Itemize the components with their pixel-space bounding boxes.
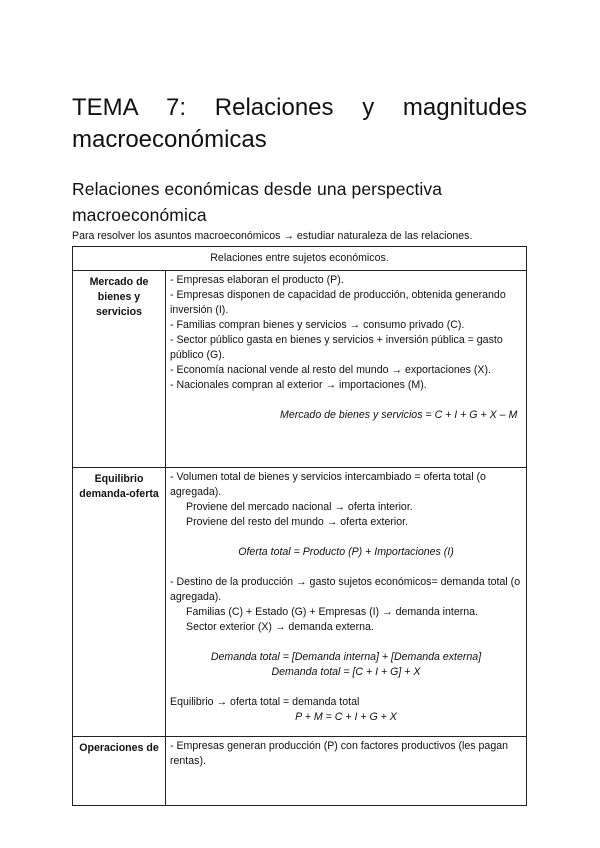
row-label: Operaciones de xyxy=(73,737,166,806)
relations-table xyxy=(72,246,527,806)
list-item: Familias (C) + Estado (G) + Empresas (I) → demanda interna. xyxy=(186,606,479,618)
list-item: - Empresas generan producción (P) con factores productivos (les pagan rentas). xyxy=(170,740,508,767)
formula: Mercado de bienes y servicios = C + I + G + X – M xyxy=(280,409,518,421)
intro-text: Para resolver los asuntos macroeconómicos → estudiar naturaleza de las relaciones. xyxy=(72,230,473,242)
table-row xyxy=(73,468,527,737)
list-item: Sector exterior (X) → demanda externa. xyxy=(186,621,374,633)
table-caption: Relaciones entre sujetos económicos. xyxy=(73,247,527,271)
list-item: - Empresas elaboran el producto (P). xyxy=(170,274,344,286)
section-title: Relaciones económicas desde una perspectiva macroeconómica xyxy=(72,179,443,225)
formula: Demanda total = [C + I + G] + X xyxy=(271,666,421,678)
row-content xyxy=(166,468,527,737)
row-label: Equilibrio demanda-oferta xyxy=(73,468,166,737)
list-item: - Sector público gasta en bienes y servicios + inversión pública = gasto público (G). xyxy=(170,334,503,361)
paragraph: Equilibrio → oferta total = demanda total xyxy=(170,696,360,708)
table-row xyxy=(73,271,527,468)
formula: Oferta total = Producto (P) + Importaciones (I) xyxy=(238,546,454,558)
list-item: - Familias compran bienes y servicios → consumo privado (C). xyxy=(170,319,465,331)
list-item: - Economía nacional vende al resto del mundo → exportaciones (X). xyxy=(170,364,491,376)
paragraph: - Destino de la producción → gasto sujetos económicos= demanda total (o agregada). xyxy=(170,576,521,603)
row-content xyxy=(166,737,527,806)
table-row xyxy=(73,737,527,806)
page-title: TEMA 7: Relaciones y magnitudes macroeconómicas xyxy=(72,94,527,153)
paragraph: - Volumen total de bienes y servicios intercambiado = oferta total (o agregada). xyxy=(170,471,486,498)
list-item: - Nacionales compran al exterior → importaciones (M). xyxy=(170,379,427,391)
formula: P + M = C + I + G + X xyxy=(295,711,397,723)
list-item: Proviene del resto del mundo → oferta exterior. xyxy=(186,516,408,528)
list-item: Proviene del mercado nacional → oferta interior. xyxy=(186,501,413,513)
row-label: Mercado de bienes y servicios xyxy=(73,271,166,468)
row-content xyxy=(166,271,527,468)
list-item: - Empresas disponen de capacidad de producción, obtenida generando inversión (I). xyxy=(170,289,506,316)
formula: Demanda total = [Demanda interna] + [Demanda externa] xyxy=(210,651,482,663)
